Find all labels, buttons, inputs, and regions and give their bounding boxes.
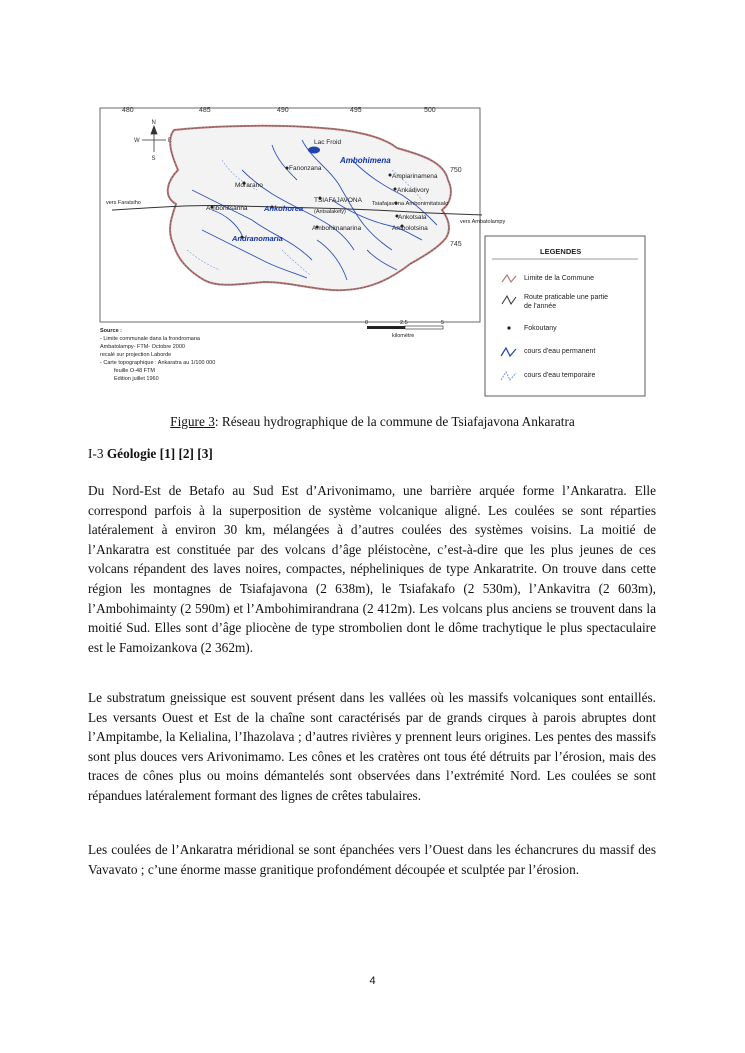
paragraph: Le substratum gneissique est souvent présent dans les vallées où les massifs volcaniques sont entaillés. Les versants Ouest et Est de la chaîne sont caractérisés par de grands cirques à parois abruptes dont l’Ampitambe, la Kelialina, l’Ihazolava ; d’autres rivières y prennent leurs origines. Les pentes des massifs sont plus douces vers Arivonimamo. Les cônes et les cratères ont tous été détruits par l’érosion, mais des traces de cônes plus ou moins démantelés sont observées dans l’extrémité Nord. Les coulées se sont répandues latéralement formant des lignes de crêtes tabulaires. <box>88 690 656 803</box>
svg-text:E: E <box>168 138 173 144</box>
map-tick-480: 480 <box>122 107 134 114</box>
direction-ambatolampy: vers Ambatolampy <box>460 219 506 225</box>
lac-froid-marker <box>308 147 320 154</box>
place-tsiafajavona-ambonimitatsalo: Tsiafajavona Ambonimitatsalo <box>372 201 449 207</box>
place-andranomaria: Andranomaria <box>232 234 283 243</box>
figure-caption <box>0 414 745 430</box>
compass-icon <box>134 120 172 162</box>
hydrographic-map <box>92 100 648 402</box>
legend-item: de l'année <box>524 303 557 310</box>
place-ankohorea: Ankohorea <box>264 204 304 213</box>
place-tsiafajavona: TSIAFAJAVONA <box>314 197 362 204</box>
place-ambohitsarina: Ambohitsarina <box>206 205 248 212</box>
legend-item: cours d'eau permanent <box>524 348 596 355</box>
map-source-line: recalé sur projection Laborde <box>100 352 172 358</box>
map-tick-490: 490 <box>277 107 289 114</box>
direction-faratsiho: vers Faratsiho <box>106 200 141 206</box>
map-tick-485: 485 <box>199 107 211 114</box>
map-source-line: Ambatolampy- FTM- Octobre 2000 <box>100 344 185 350</box>
section-number: I-3 <box>88 446 104 461</box>
svg-text:W: W <box>134 138 140 144</box>
map-source-line: Edition juillet 1960 <box>114 376 159 382</box>
legend-item: Limite de la Commune <box>524 275 595 282</box>
svg-text:2.5: 2.5 <box>400 320 408 326</box>
svg-text:kilomètre: kilomètre <box>392 333 415 339</box>
map-tick-745: 745 <box>450 241 462 248</box>
map-tick-750: 750 <box>450 167 462 174</box>
place-morarano: Morarano <box>235 182 263 189</box>
place-ambohimena: Ambohimena <box>340 156 391 165</box>
svg-text:S: S <box>151 156 156 162</box>
map-scale-bar <box>365 320 444 339</box>
place-ankotsala: Ankotsala <box>398 214 427 221</box>
section-title: Géologie [1] [2] [3] <box>106 446 213 461</box>
figure-label: Figure 3 <box>170 414 215 429</box>
place-ampiarinamena: Ampiarinamena <box>392 173 438 180</box>
section-heading <box>88 446 213 462</box>
map-legend <box>485 236 645 396</box>
legend-item: cours d'eau temporaire <box>524 372 596 379</box>
legend-item: Route praticable une partie <box>524 294 609 301</box>
map-tick-495: 495 <box>350 107 362 114</box>
svg-text:N: N <box>151 120 156 126</box>
place-ambohimanarina: Ambohimanarina <box>312 225 362 232</box>
map-source-line: - Limite communale dans la frondromana <box>100 336 200 342</box>
paragraph: Du Nord-Est de Betafo au Sud Est d’Arivonimamo, une barrière arquée forme l’Ankaratra. Elle correspond parfois à la superposition de système volcanique aligné. Les coulées se sont réparties latéralement à environ 30 km, mélangées à d’autres coulées des systèmes voisins. La moitié de l’Ankaratra est constituée par des volcans d’âge pléistocène, c’est-à-dire que les plus jeunes de ces volcans répandent des laves noires, compactes, népheliniques de type Ankaratrite. On trouve dans cette région les montagnes de Tsiafajavona (2 638m), le Tsiafakafo (2 530m), l’Ankavitra (2 603m), l’Ambohimainty (2 590m) et l’Ambohimirandrana (2 412m). Les volcans plus anciens se trouvent dans la moitié Sud. Elles sont d’âge pliocène de type strombolien dont le dôme trachytique le plus spectaculaire est le Famoizankova (2 362m). <box>88 483 656 655</box>
map-tick-500: 500 <box>424 107 436 114</box>
legend-fokoutany-icon <box>507 326 510 329</box>
place-tsiafajavona-sub: (Antsalakely) <box>314 209 346 215</box>
paragraph: Les coulées de l’Ankaratra méridional se sont épanchées vers l’Ouest dans les échancrures du massif des Vavavato ; c’une énorme masse granitique profondément découpée et sculptée par l’érosion. <box>88 842 656 877</box>
figure-caption-text: : Réseau hydrographique de la commune de Tsiafajavona Ankaratra <box>214 414 575 429</box>
map-source-line: - Carte topographique : Ankaratra au 1/100 000 <box>100 360 216 366</box>
place-ankadivory: Ankadivory <box>397 187 430 194</box>
place-lac-froid: Lac Froid <box>314 139 342 146</box>
page-number: 4 <box>369 975 376 987</box>
map-source-title: Source : <box>100 328 123 334</box>
svg-text:0: 0 <box>365 320 369 326</box>
legend-title: LEGENDES <box>540 247 582 256</box>
place-ambolotsina: Ambolotsina <box>392 225 428 232</box>
svg-text:5: 5 <box>441 320 445 326</box>
map-source-line: feuille O-48 FTM <box>114 368 155 374</box>
legend-item: Fokoutany <box>524 325 557 332</box>
place-fanonzana: Fanonzana <box>289 165 322 172</box>
